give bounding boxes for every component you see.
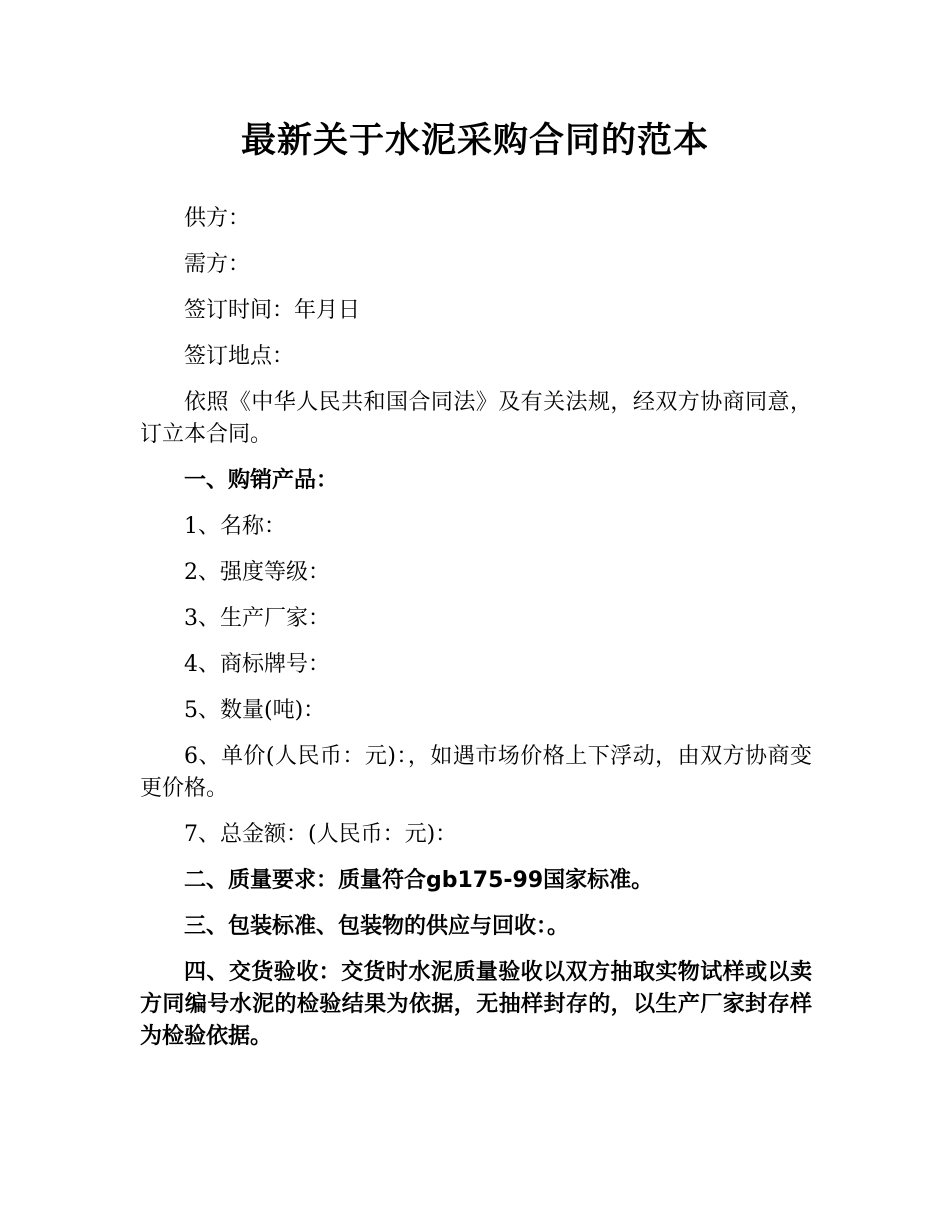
section-delivery-acceptance: 四、交货验收：交货时水泥质量验收以双方抽取实物试样或以卖方同编号水泥的检验结果为依据，无抽样封存的，以生产厂家封存样为检验依据。	[140, 960, 812, 1049]
product-item-name: 1、名称：	[184, 514, 286, 539]
product-item-strength-grade: 2、强度等级：	[184, 560, 330, 585]
product-item-unit-price: 6、单价(人民币：元)：，如遇市场价格上下浮动，由双方协商变更价格。	[140, 744, 812, 801]
product-item-total-amount: 7、总金额：(人民币：元)：	[184, 822, 458, 847]
supplier-line: 供方：	[184, 206, 251, 231]
signing-date-line: 签订时间：年月日	[184, 298, 361, 323]
document-title: 最新关于水泥采购合同的范本	[240, 121, 709, 161]
product-item-manufacturer: 3、生产厂家：	[184, 606, 330, 631]
section-heading-products: 一、购销产品：	[184, 468, 339, 493]
document-body	[140, 203, 812, 1067]
section-quality-requirements: 二、质量要求：质量符合gb175-99国家标准。	[184, 868, 654, 893]
signing-place-line: 签订地点：	[184, 344, 295, 369]
section-packaging-standard: 三、包装标准、包装物的供应与回收：。	[184, 914, 570, 939]
product-item-quantity: 5、数量(吨)：	[184, 698, 326, 723]
product-item-trademark: 4、商标牌号：	[184, 652, 330, 677]
buyer-line: 需方：	[184, 252, 251, 277]
preamble-paragraph: 依照《中华人民共和国合同法》及有关法规，经双方协商同意，订立本合同。	[140, 390, 812, 447]
